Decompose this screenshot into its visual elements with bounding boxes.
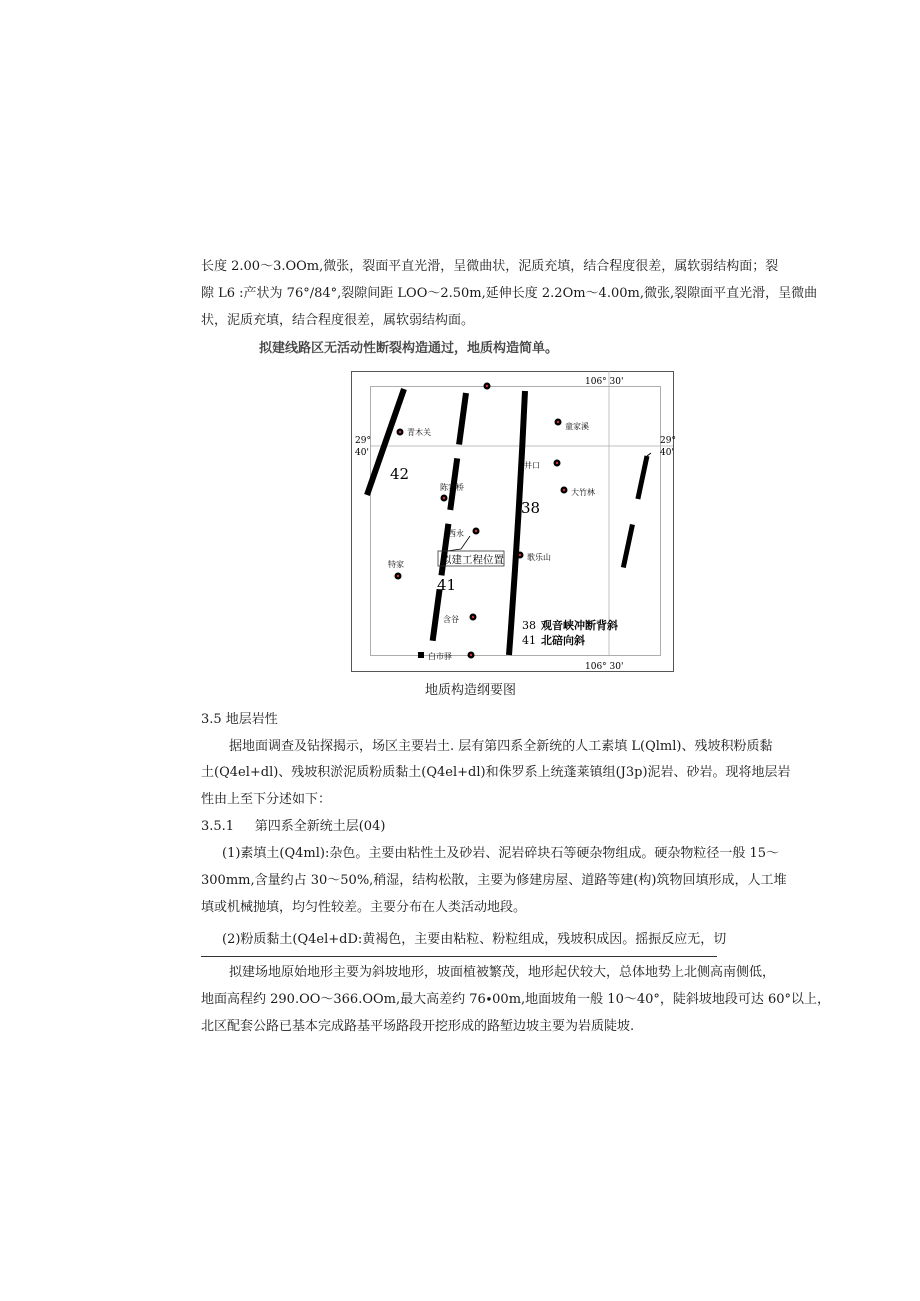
- place-tejia: 特家: [388, 560, 404, 569]
- place-chenjiaqiao: 陈家桥: [440, 483, 464, 492]
- paragraph-line: (2)粉质黏土(Q4el+dD:黄褐色，主要由粘粒、粉粒组成，残坡积成因。摇振反应无，切: [222, 932, 727, 947]
- lon-bottom-label: 106° 30': [585, 662, 624, 672]
- paragraph-line: 300mm,含量约占 30～50%,稍湿，结构松散，主要为修建房屋、道路等建(构)筑物回填形成，人工堆: [201, 873, 787, 888]
- structure-number-42: 42: [390, 465, 410, 483]
- paragraph-line: 土(Q4el+dl)、残坡积淤泥质粉质黏土(Q4el+dl)和侏罗系上统蓬莱镇组(J3p)泥岩、砂岩。现将地层岩: [201, 765, 791, 780]
- paragraph-line: 状，泥质充填，结合程度很差，属软弱结构面。: [201, 313, 475, 328]
- place-gelewshan: 歌乐山: [527, 553, 551, 562]
- lat-right-deg: 29°: [660, 436, 676, 446]
- paragraph-line: (1)素填土(Q4ml):杂色。主要由粘性土及砂岩、泥岩碎块石等硬杂物组成。硬杂物粒径一般 15～: [222, 846, 780, 861]
- legend-name: 北碚向斜: [541, 634, 585, 647]
- map-svg: [351, 371, 674, 672]
- lat-right-min: 40': [660, 448, 674, 458]
- legend-name: 观音峡冲断背斜: [541, 619, 618, 632]
- lon-top-label: 106° 30': [585, 377, 624, 387]
- paragraph-line: 性由上至下分述如下：: [201, 792, 332, 807]
- structure-number-38: 38: [521, 499, 541, 517]
- project-location-label: 拟建工程位置: [441, 554, 504, 566]
- structure-number-41: 41: [437, 576, 457, 594]
- section-heading: 3.5 地层岩性: [201, 712, 278, 727]
- subsection-heading: 3.5.1 第四系全新统土层(04): [201, 819, 386, 834]
- paragraph-line: 地面高程约 290.OO～366.OOm,最大高差约 76∙00m,地面坡角一般 10～40°，陡斜坡地段可达 60°以上，: [201, 992, 831, 1007]
- paragraph-line: 填或机械抛填，均匀性较差。主要分布在人类活动地段。: [201, 900, 527, 915]
- place-hanggu: 含谷: [443, 615, 459, 624]
- paragraph-line: 北区配套公路已基本完成路基平场路段开挖形成的路堑边坡主要为岩质陡坡.: [201, 1019, 635, 1034]
- place-qingmuguan: 青木关: [407, 428, 431, 437]
- place-dazhulin: 大竹林: [571, 488, 595, 497]
- place-square: [418, 652, 424, 658]
- place-xiyong: 西永: [448, 529, 464, 538]
- paragraph-line: 拟建场地原始地形主要为斜坡地形，坡面植被繁茂，地形起伏较大，总体地势上北侧高南侧低，: [229, 965, 776, 980]
- paragraph-line: 据地面调查及钻探揭示，场区主要岩土. 层有第四系全新统的人工素填 L(Qlml)、残坡积粉质黏: [229, 739, 773, 754]
- place-jingkou: 井口: [524, 461, 540, 470]
- place-huangjiaxi: 童家溪: [565, 422, 589, 431]
- page-divider: [201, 956, 717, 957]
- figure-caption: 地质构造纲要图: [425, 683, 517, 698]
- place-baishiyi: 白市驿: [428, 652, 452, 661]
- legend-number: 38: [522, 619, 536, 632]
- lat-left-min: 40': [355, 448, 369, 458]
- lat-left-deg: 29°: [355, 436, 371, 446]
- geological-structure-map: [351, 371, 674, 672]
- no-fault-note: 拟建线路区无活动性断裂构造通过，地质构造简单。: [259, 341, 559, 356]
- paragraph-line: 长度 2.00～3.OOm,微张，裂面平直光滑，呈微曲状，泥质充填，结合程度很差，属软弱结构面；裂: [201, 259, 779, 274]
- legend-number: 41: [522, 634, 536, 647]
- paragraph-line: 隙 L6 :产状为 76°/84°,裂隙间距 LOO～2.50m,延伸长度 2.2Om～4.00m,微张,裂隙面平直光滑，呈微曲: [201, 286, 818, 301]
